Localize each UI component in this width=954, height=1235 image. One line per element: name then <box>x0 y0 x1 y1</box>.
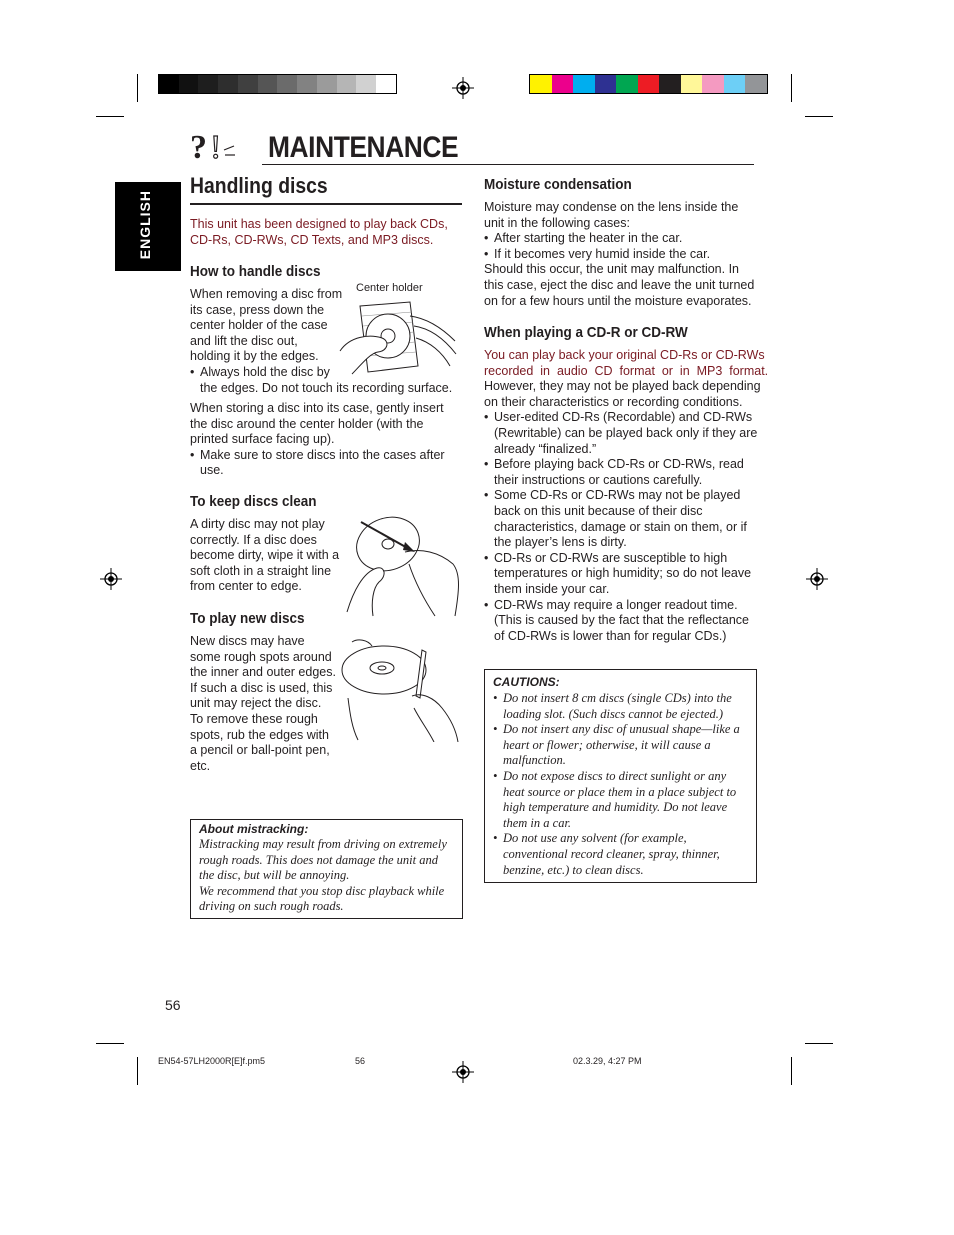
title-rule <box>262 164 754 165</box>
page-title: MAINTENANCE <box>268 131 459 164</box>
crop-mark <box>137 74 138 102</box>
disc-pencil-illustration <box>338 638 462 742</box>
svg-text:?: ? <box>190 129 207 162</box>
color-swatch <box>530 75 552 93</box>
color-swatch <box>238 75 258 93</box>
registration-mark-icon <box>806 568 828 590</box>
color-swatch <box>218 75 238 93</box>
color-swatch <box>159 75 179 93</box>
color-bar <box>529 74 768 94</box>
color-swatch <box>616 75 638 93</box>
figure-label: Center holder <box>356 282 423 294</box>
crop-mark <box>791 74 792 102</box>
crop-mark <box>96 116 124 117</box>
color-swatch <box>297 75 317 93</box>
color-swatch <box>702 75 724 93</box>
new-heading: To play new discs <box>190 610 305 627</box>
color-swatch <box>724 75 746 93</box>
how-heading: How to handle discs <box>190 263 321 280</box>
language-tab <box>115 182 181 271</box>
crop-mark <box>791 1057 792 1085</box>
registration-mark-icon <box>452 1061 474 1083</box>
disc-wiping-illustration <box>343 512 465 618</box>
how-text-2: When storing a disc into its case, gently insert the disc around the center holder (with the printed surface facing up). • Make sure to store discs into the cases after use. <box>190 401 445 479</box>
color-swatch <box>638 75 660 93</box>
color-swatch <box>745 75 767 93</box>
color-swatch <box>277 75 297 93</box>
crop-mark <box>805 116 833 117</box>
crop-mark <box>137 1057 138 1085</box>
cautions-box <box>484 669 757 883</box>
color-swatch <box>198 75 218 93</box>
color-swatch <box>595 75 617 93</box>
section-rule <box>190 203 462 205</box>
moisture-heading: Moisture condensation <box>484 176 632 193</box>
color-swatch <box>659 75 681 93</box>
color-swatch <box>356 75 376 93</box>
new-text: New discs may have some rough spots around the inner and outer edges. If such a disc is used, this unit may reject the disc. To remove these rough spots, rub the edges with a pencil or ball-point pen, etc. <box>190 634 336 773</box>
color-swatch <box>179 75 199 93</box>
footer-page: 56 <box>355 1056 366 1066</box>
footer-date: 02.3.29, 4:27 PM <box>573 1056 642 1066</box>
how-text: When removing a disc from its case, press down the center holder of the case and lift the disc out, holding it by the edges. • Always hold the disc by the edges. Do not touch its recording surface. <box>190 287 452 396</box>
cautions-text: • Do not insert 8 cm discs (single CDs) into the loading slot. (Such discs cannot be ejected.) • Do not insert any disc of unusual shape—like a heart or flower; otherwise, it will cause a malfunction. • Do not expose discs to direct sunlight or any heat source or place them in a place subject to high temperature and humidity. Do not leave them in a car. • Do not use any solvent (for example, conventional record cleaner, spray, thinner, benzine, etc.) to clean discs. <box>493 691 740 878</box>
color-swatch <box>573 75 595 93</box>
page-number: 56 <box>165 997 181 1013</box>
svg-text:!: ! <box>210 129 222 162</box>
footer-file: EN54-57LH2000R[E]f.pm5 <box>158 1056 266 1066</box>
color-swatch <box>376 75 396 93</box>
grayscale-bar <box>158 74 397 94</box>
color-swatch <box>552 75 574 93</box>
language-tab-label: ENGLISH <box>137 190 153 260</box>
question-exclamation-icon <box>190 128 238 162</box>
cdr-heading: When playing a CD-R or CD-RW <box>484 324 688 341</box>
mistracking-text: Mistracking may result from driving on extremely rough roads. This does not damage the unit and the disc, but will be annoying. We recommend that you stop disc playback while driving on such rough roads. <box>199 837 447 914</box>
intro-text: This unit has been designed to play back CDs, CD-Rs, CD-RWs, CD Texts, and MP3 discs. <box>190 217 448 247</box>
clean-heading: To keep discs clean <box>190 493 317 510</box>
color-swatch <box>258 75 278 93</box>
color-swatch <box>681 75 703 93</box>
registration-mark-icon <box>452 77 474 99</box>
cautions-heading: CAUTIONS: <box>493 675 560 689</box>
clean-text: A dirty disc may not play correctly. If a disc does become dirty, wipe it with a soft cloth in a straight line from center to edge. <box>190 517 340 594</box>
mistracking-box <box>190 819 463 919</box>
registration-mark-icon <box>100 568 122 590</box>
color-swatch <box>337 75 357 93</box>
color-swatch <box>317 75 337 93</box>
section-heading: Handling discs <box>190 173 328 198</box>
crop-mark <box>805 1043 833 1044</box>
crop-mark <box>96 1043 124 1044</box>
disc-case-hand-illustration <box>330 296 460 378</box>
mistracking-heading: About mistracking: <box>199 822 309 836</box>
cdr-text: You can play back your original CD-Rs or CD-RWs recorded in audio CD format or in MP3 format. However, they may not be played back depending on their characteristics or recording conditions. • User-edited CD-Rs (Recordable) and CD-RWs (Rewritable) can be played back only if they are already “finalized.” • Before playing back CD-Rs or CD-RWs, read their instructions or cautions carefully. • Some CD-Rs or CD-RWs may not be played back on this unit because of their disc characteristics, damage or stain on them, or if the player’s lens is dirty. • CD-Rs or CD-RWs are susceptible to high temperatures or high humidity; so do not leave them inside your car. • CD-RWs may require a longer readout time. (This is caused by the fact that the reflectance of CD-RWs is lower than for regular CDs.) <box>484 348 768 644</box>
moisture-text: Moisture may condense on the lens inside the unit in the following cases: • After starting the heater in the car. • If it becomes very humid inside the car. Should this occur, the unit may malfunction. In this case, eject the disc and leave the unit turned on for a few hours until the moisture evaporates. <box>484 200 754 309</box>
